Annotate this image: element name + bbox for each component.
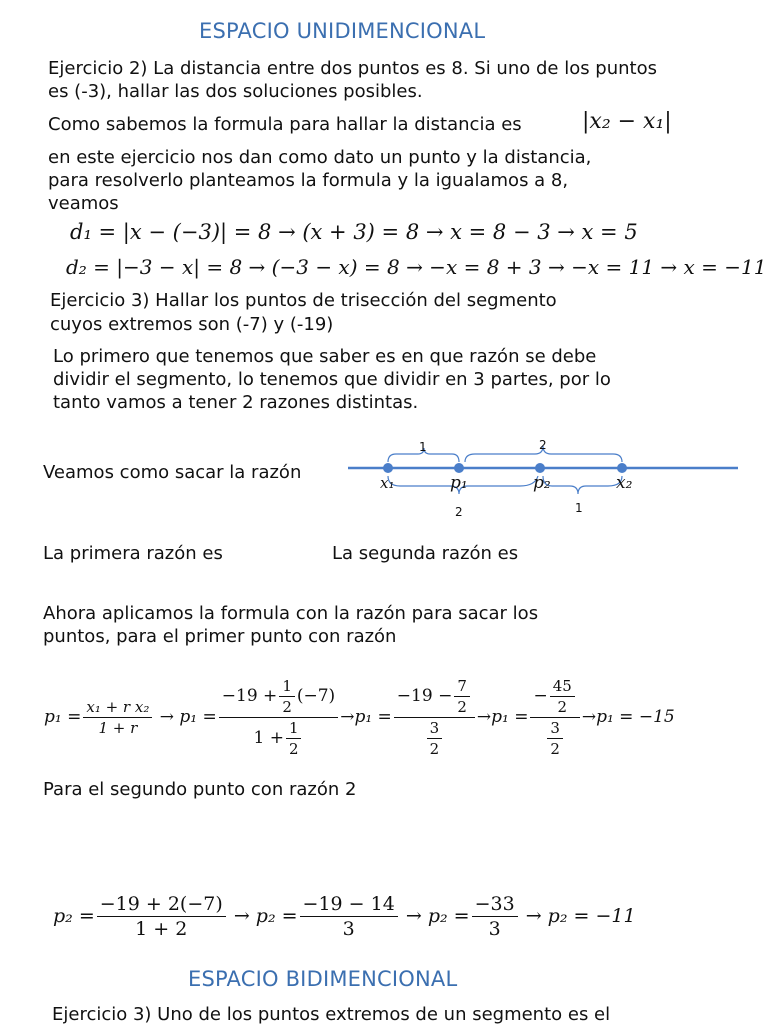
p2-step2-num: −19 − 14	[300, 893, 398, 917]
point-x1	[383, 463, 393, 473]
p2-step2-fraction	[300, 893, 398, 940]
frac-den: 2	[429, 739, 440, 758]
frac-num: 7	[454, 677, 470, 697]
p1-step3-den-frac	[427, 719, 443, 758]
p1-formula-den: 1 + r	[98, 718, 138, 737]
p1-step3-fraction	[394, 677, 475, 758]
brace-bottom-1	[543, 476, 622, 494]
brace-top-2-label: 2	[539, 438, 547, 452]
p1-step4-den	[542, 718, 568, 758]
p1-step4-num-frac	[550, 677, 575, 716]
label-p1: p₁	[450, 473, 468, 493]
ex2-formula-intro: Como sabemos la formula para hallar la distancia es	[48, 114, 522, 135]
p2-fraction-formula	[97, 893, 226, 940]
p1-step4-fraction	[530, 677, 579, 758]
p1-step2-den	[250, 718, 306, 758]
arrow: →	[399, 905, 428, 927]
distance-formula: |x₂ − x₁|	[582, 109, 672, 134]
label-x1: x₁	[380, 474, 395, 492]
p1-step4-den-frac	[547, 719, 563, 758]
ex2-para-line2: para resolverlo planteamos la formula y la igualamos a 8,	[48, 170, 569, 191]
p2-step3-fraction	[472, 893, 518, 940]
p2-step2-den: 3	[342, 917, 355, 940]
p2-step3-num: −33	[472, 893, 518, 917]
ex3-statement-line2: cuyos extremos son (-7) y (-19)	[50, 314, 334, 335]
heading-unidimensional: ESPACIO UNIDIMENCIONAL	[199, 19, 486, 43]
veamos-razon-label: Veamos como sacar la razón	[43, 462, 302, 483]
aplicamos-line2: puntos, para el primer punto con razón	[43, 626, 397, 647]
arrow: →	[581, 707, 597, 727]
p1-step3-den	[422, 718, 448, 758]
p1-step3-lhs: p₁ =	[354, 707, 392, 727]
frac-num: 3	[427, 719, 443, 739]
p1-step2-num-frac	[279, 677, 295, 716]
ex2-statement-line1: Ejercicio 2) La distancia entre dos puntos es 8. Si uno de los puntos	[48, 58, 657, 79]
p1-step2-num-b: (−7)	[296, 686, 336, 706]
ex2-para-line1: en este ejercicio nos dan como dato un punto y la distancia,	[48, 147, 592, 168]
ex3-para-line1: Lo primero que tenemos que saber es en que razón se debe	[53, 346, 597, 367]
p1-lhs: p₁ =	[44, 707, 82, 727]
equation-d1: d₁ = |x − (−3)| = 8 → (x + 3) = 8 → x = 8 − 3 → x = 5	[70, 220, 638, 244]
ex2-para-line3: veamos	[48, 193, 119, 214]
point-x2	[617, 463, 627, 473]
frac-num: 45	[550, 677, 575, 697]
p1-step3-num-frac	[454, 677, 470, 716]
point-p2	[535, 463, 545, 473]
brace-bottom-2-label: 2	[455, 505, 463, 519]
segment-diagram	[340, 436, 740, 520]
heading-bidimensional: ESPACIO BIDIMENCIONAL	[188, 967, 458, 991]
p1-step4-num	[530, 677, 579, 718]
p1-step2-lhs: p₁ =	[179, 707, 217, 727]
p2-step2-lhs: p₂ =	[255, 905, 298, 927]
arrow: →	[227, 905, 256, 927]
label-p2: p₂	[533, 473, 551, 493]
p1-step3-num-a: −19 −	[396, 686, 453, 706]
frac-den: 2	[282, 697, 292, 716]
p2-formula-den: 1 + 2	[135, 917, 188, 940]
arrow: →	[340, 707, 355, 727]
p1-step4-lhs: p₁ =	[491, 707, 529, 727]
p2-formula-num: −19 + 2(−7)	[97, 893, 226, 917]
ex3-para-line3: tanto vamos a tener 2 razones distintas.	[53, 392, 419, 413]
aplicamos-line1: Ahora aplicamos la formula con la razón para sacar los	[43, 603, 539, 624]
p1-step2-fraction	[219, 677, 338, 758]
p2-lhs: p₂ =	[53, 905, 95, 927]
equation-d2: d₂ = |−3 − x| = 8 → (−3 − x) = 8 → −x = 8 + 3 → −x = 11 → x = −11	[66, 255, 767, 279]
p1-step2-den-frac	[286, 719, 302, 758]
brace-bottom-1-label: 1	[575, 501, 583, 515]
p1-step2-num	[219, 677, 338, 718]
ex3-statement-line1: Ejercicio 3) Hallar los puntos de trisección del segmento	[50, 290, 557, 311]
p1-equation	[44, 672, 675, 762]
p2-result: p₂ = −11	[547, 905, 636, 927]
arrow: →	[154, 707, 180, 727]
p1-step4-num-a: −	[533, 686, 548, 706]
p1-step2-den-a: 1 +	[253, 728, 284, 748]
p2-step3-den: 3	[488, 917, 501, 940]
frac-num: 1	[279, 677, 295, 697]
frac-num: 1	[286, 719, 302, 739]
ex-bi-statement-line1: Ejercicio 3) Uno de los puntos extremos de un segmento es el	[52, 1004, 611, 1025]
arrow: →	[476, 707, 492, 727]
segunda-razon-label: La segunda razón es	[332, 543, 519, 564]
p1-result: p₁ = −15	[596, 707, 675, 727]
frac-den: 2	[557, 697, 568, 716]
ex3-para-line2: dividir el segmento, lo tenemos que dividir en 3 partes, por lo	[53, 369, 611, 390]
frac-den: 2	[288, 739, 299, 758]
p1-step2-num-a: −19 +	[221, 686, 278, 706]
p2-step3-lhs: p₂ =	[427, 905, 470, 927]
frac-den: 2	[457, 697, 467, 716]
p1-formula-num: x₁ + r x₂	[83, 698, 152, 718]
arrow: →	[519, 905, 548, 927]
p1-fraction-formula	[83, 698, 152, 737]
frac-den: 2	[550, 739, 560, 758]
primera-razon-label: La primera razón es	[43, 543, 223, 564]
p1-step3-num	[394, 677, 475, 718]
frac-num: 3	[547, 719, 563, 739]
p2-equation	[53, 888, 636, 944]
segundo-punto-label: Para el segundo punto con razón 2	[43, 779, 357, 800]
ex2-statement-line2: es (-3), hallar las dos soluciones posibles.	[48, 81, 423, 102]
brace-top-1-label: 1	[419, 440, 427, 454]
label-x2: x₂	[616, 473, 633, 493]
point-p1	[454, 463, 464, 473]
